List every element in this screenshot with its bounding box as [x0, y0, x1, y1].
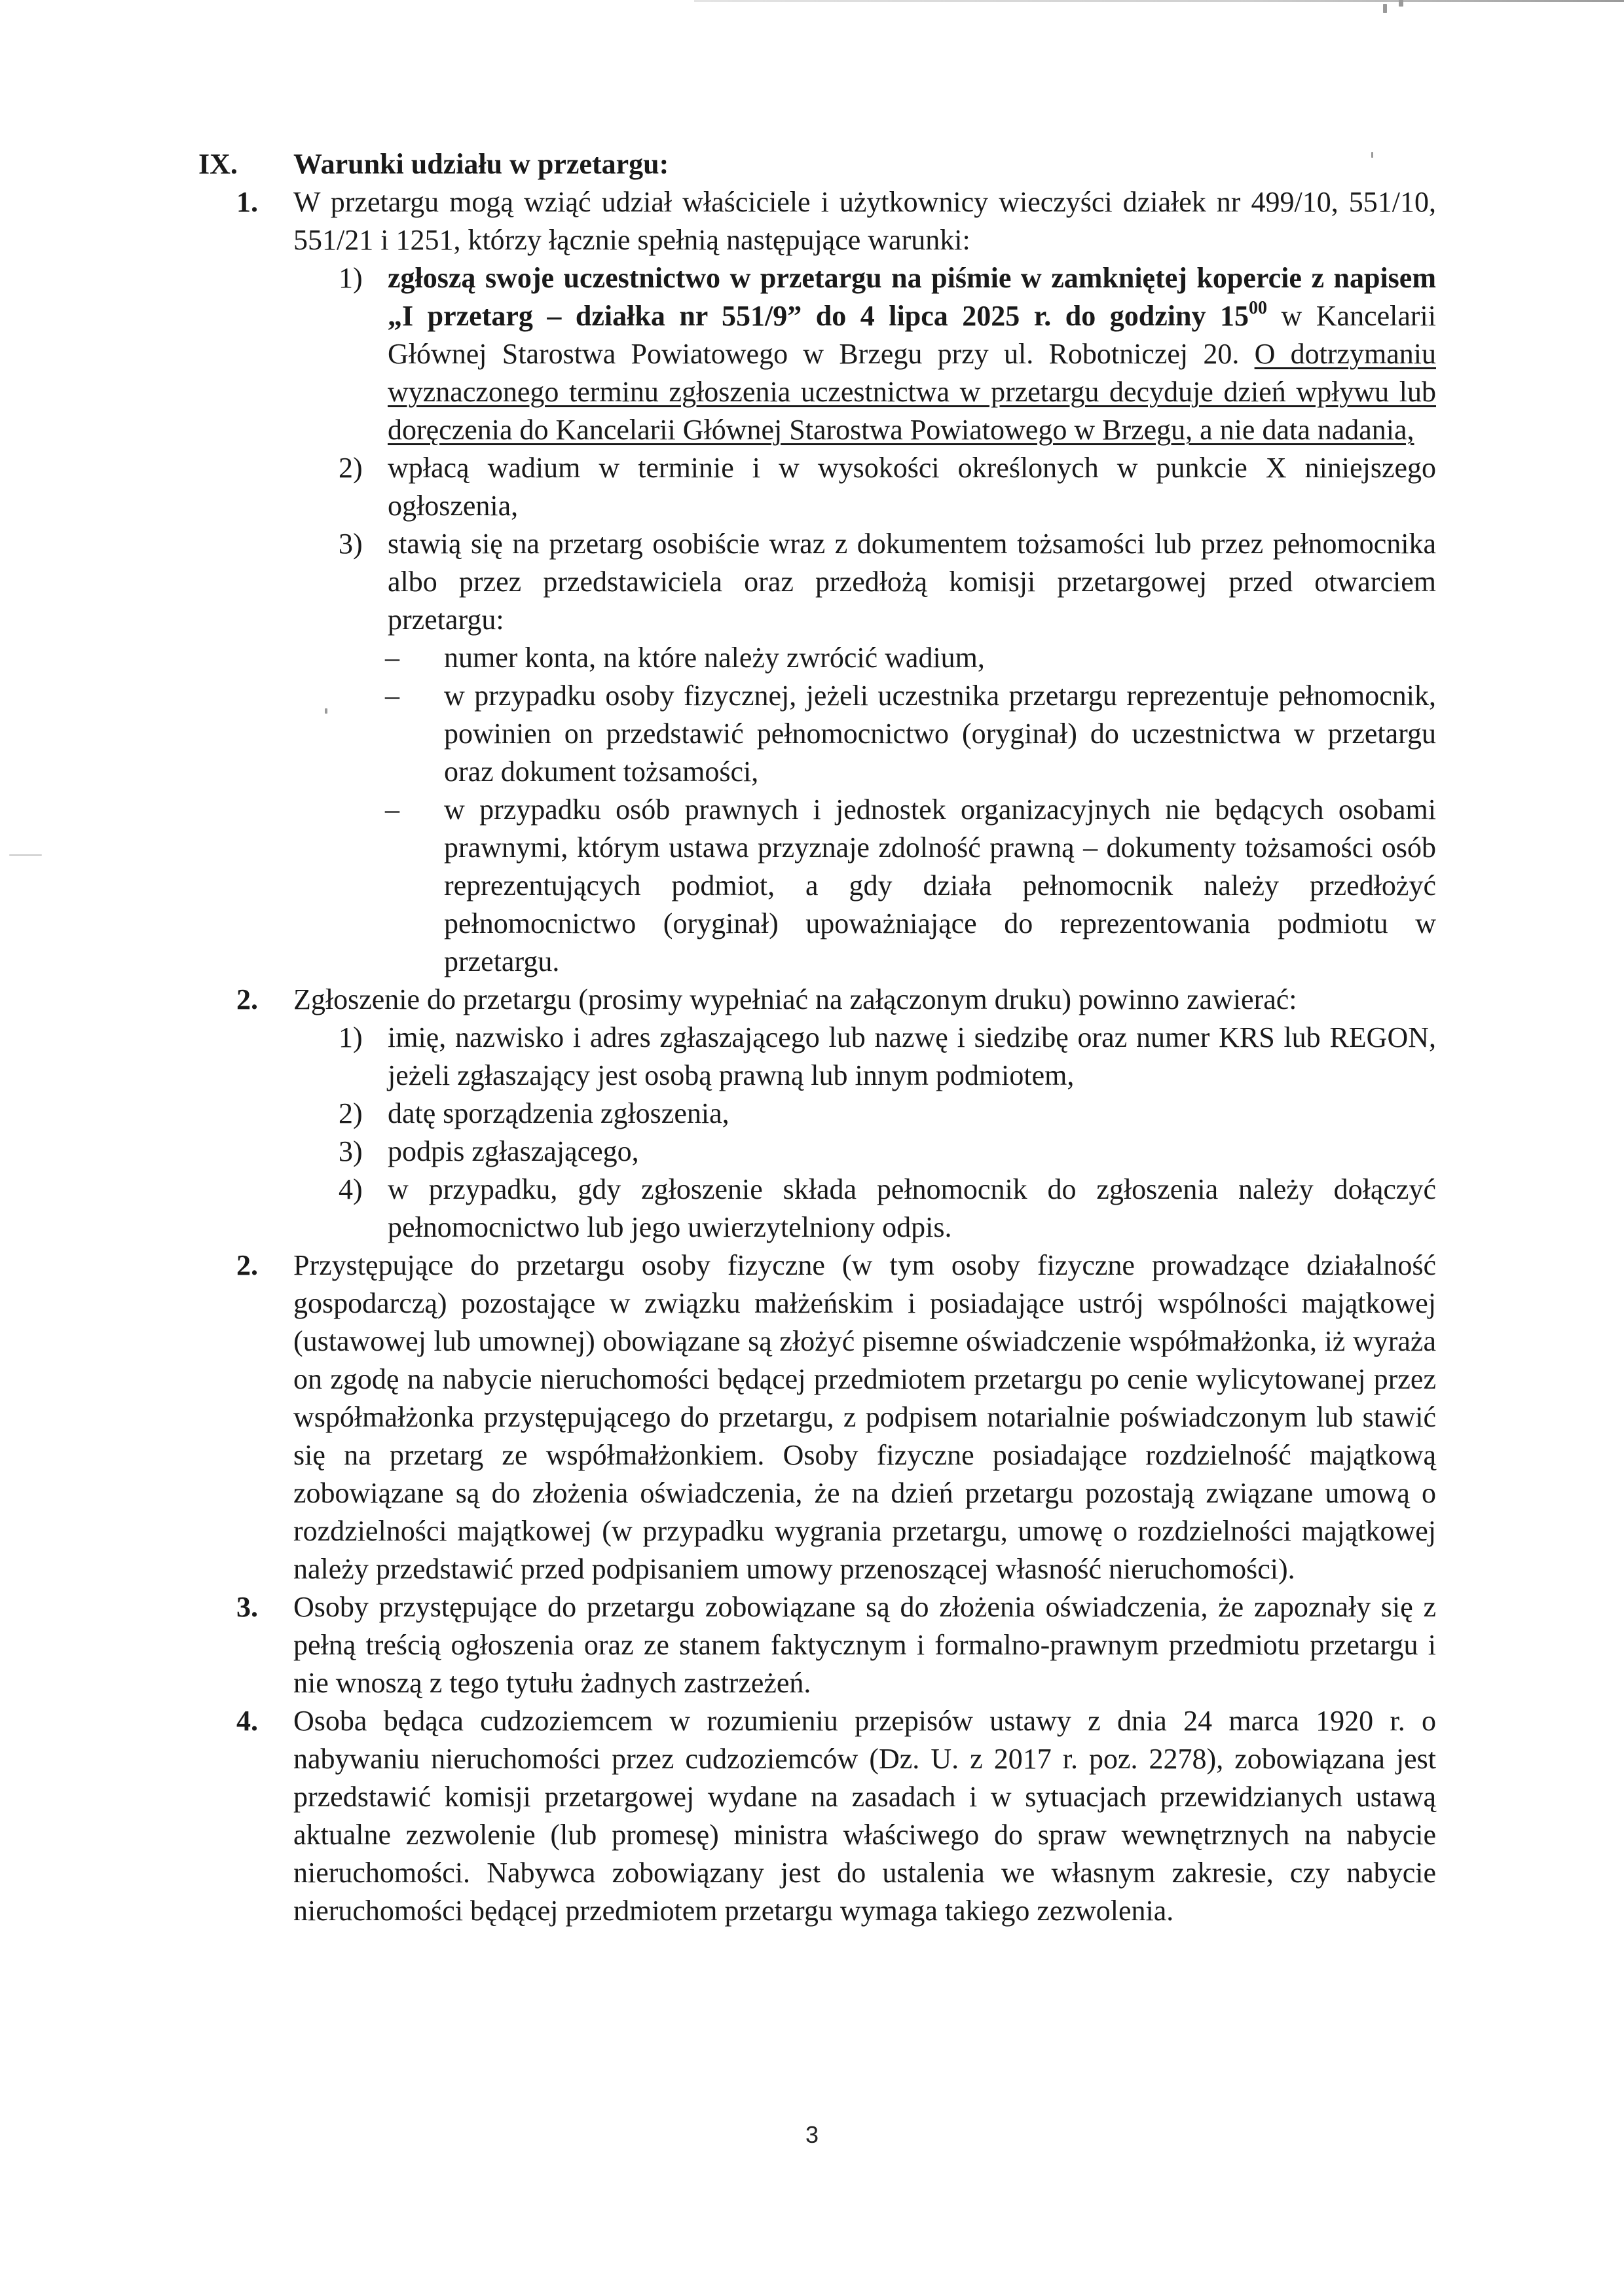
bullet-text: numer konta, na które należy zwrócić wadium,: [444, 642, 985, 674]
sub-item-marker: 2): [339, 1097, 363, 1129]
sub-item-text: wpłacą wadium w terminie i w wysokości określonych w punkcie X niniejszego ogłoszenia,: [388, 452, 1436, 522]
list-item: [198, 183, 1436, 259]
page-number: 3: [805, 2121, 819, 2148]
bullet-item: [198, 791, 1436, 981]
deadline-rule-underlined: O dotrzymaniu wyznaczonego terminu zgłoszenia uczestnictwa w przetargu decyduje dzień wpływu lub doręczenia do Kancelarii Głównej Starostwa Powiatowego w Brzegu, a nie data nadania,: [388, 338, 1436, 446]
sub-item-marker: 4): [339, 1173, 363, 1205]
sub-list-item: [198, 1019, 1436, 1095]
sub-item-text: stawią się na przetarg osobiście wraz z dokumentem tożsamości lub przez pełnomocnika albo przez przedstawiciela oraz przedłożą komisji przetargowej przed otwarciem przetargu:: [388, 528, 1436, 636]
sub-list-item: [198, 449, 1436, 525]
item-text: W przetargu mogą wziąć udział właściciele i użytkownicy wieczyści działek nr 499/10, 551/10, 551/21 i 1251, którzy łącznie spełnią następujące warunki:: [293, 186, 1436, 256]
deadline-time-superscript: 00: [1248, 298, 1267, 318]
deadline-text: zgłoszą swoje uczestnictwo w przetargu na piśmie w zamkniętej kopercie z napisem „I przetarg – działka nr 551/9” do 4 lipca 2025 r. do godziny 15: [388, 262, 1436, 332]
list-item: [198, 1247, 1436, 1588]
sub-item-marker: 1): [339, 1021, 363, 1053]
item-marker: 2.: [236, 983, 258, 1015]
item-text: Osoby przystępujące do przetargu zobowiązane są do złożenia oświadczenia, że zapoznały się z pełną treścią ogłoszenia oraz ze stanem faktycznym i formalno-prawnym przedmiotu przetargu i nie wnoszą z tego tytułu żadnych zastrzeżeń.: [293, 1591, 1436, 1699]
sub-item-text: w przypadku, gdy zgłoszenie składa pełnomocnik do zgłoszenia należy dołączyć pełnomocnictwo lub jego uwierzytelniony odpis.: [388, 1173, 1436, 1243]
item-marker: 2.: [236, 1249, 258, 1281]
item-text: Osoba będąca cudzoziemcem w rozumieniu przepisów ustawy z dnia 24 marca 1920 r. o nabywaniu nieruchomości przez cudzoziemców (Dz. U. z 2017 r. poz. 2278), zobowiązana jest przedstawić komisji przetargowej wydane na zasadach i w sytuacjach przewidzianych ustawą aktualne zezwolenie (lub promesę) ministra właściwego do spraw wewnętrznych na nabycie nieruchomości. Nabywca zobowiązany jest do ustalenia we własnym zakresie, czy nabycie nieruchomości będącej przedmiotem przetargu wymaga takiego zezwolenia.: [293, 1705, 1436, 1927]
sub-item-text: podpis zgłaszającego,: [388, 1135, 639, 1167]
office-address-text: w Kancelarii Głównej Starostwa Powiatowego w Brzegu przy ul. Robotniczej 20.: [388, 300, 1436, 370]
section-heading: [198, 145, 1436, 183]
list-item: [198, 981, 1436, 1019]
sub-item-marker: 2): [339, 452, 363, 484]
bullet-item: [198, 677, 1436, 791]
dash-bullet: –: [385, 642, 399, 674]
item-text: Zgłoszenie do przetargu (prosimy wypełniać na załączonym druku) powinno zawierać:: [293, 983, 1297, 1015]
item-text: Przystępujące do przetargu osoby fizyczne (w tym osoby fizyczne prowadzące działalność gospodarczą) pozostające w związku małżeńskim i posiadające ustrój wspólności majątkowej (ustawowej lub umownej) obowiązane są złożyć pisemne oświadczenie współmałżonka, iż wyraża on zgodę na nabycie nieruchomości będącej przedmiotem przetargu po cenie wylicytowanej przez współmałżonka przystępującego do przetargu, z podpisem notarialnie poświadczonym lub stawić się na przetarg ze współmałżonkiem. Osoby fizyczne posiadające rozdzielność majątkową zobowiązane są do złożenia oświadczenia, że na dzień przetargu pozostają związane umową o rozdzielności majątkowej (w przypadku wygrania przetargu, umowę o rozdzielności majątkowej należy przedstawić przed podpisaniem umowy przenoszącej własność nieruchomości).: [293, 1249, 1436, 1585]
item-marker: 4.: [236, 1705, 258, 1737]
scan-speck: [9, 854, 42, 856]
sub-item-text: imię, nazwisko i adres zgłaszającego lub nazwę i siedzibę oraz numer KRS lub REGON, jeżeli zgłaszający jest osobą prawną lub innym podmiotem,: [388, 1021, 1436, 1091]
sub-item-marker: 1): [339, 262, 363, 294]
dash-bullet: –: [385, 680, 399, 712]
section-number: IX.: [198, 148, 238, 180]
sub-item-text: datę sporządzenia zgłoszenia,: [388, 1097, 729, 1129]
bullet-text: w przypadku osoby fizycznej, jeżeli uczestnika przetargu reprezentuje pełnomocnik, powinien on przedstawić pełnomocnictwo (oryginał) do uczestnictwa w przetargu oraz dokument tożsamości,: [444, 680, 1436, 788]
sub-item-marker: 3): [339, 1135, 363, 1167]
dash-bullet: –: [385, 793, 399, 826]
scan-speck: [1383, 4, 1387, 13]
sub-list-item: [198, 1171, 1436, 1247]
sub-item-marker: 3): [339, 528, 363, 560]
sub-list-item: [198, 259, 1436, 449]
sub-list-item: [198, 1095, 1436, 1133]
scan-edge: [694, 0, 1624, 2]
item-marker: 1.: [236, 186, 258, 218]
sub-list-item: [198, 1133, 1436, 1171]
sub-list-item: [198, 525, 1436, 639]
document-page: [198, 145, 1436, 1930]
bullet-text: w przypadku osób prawnych i jednostek organizacyjnych nie będących osobami prawnymi, którym ustawa przyznaje zdolność prawną – dokumenty tożsamości osób reprezentujących podmiot, a gdy działa pełnomocnik należy przedłożyć pełnomocnictwo (oryginał) upoważniające do reprezentowania podmiotu w przetargu.: [444, 793, 1436, 977]
item-marker: 3.: [236, 1591, 258, 1623]
list-item: [198, 1588, 1436, 1702]
list-item: [198, 1702, 1436, 1930]
scan-speck: [1399, 0, 1403, 7]
section-title: Warunki udziału w przetargu:: [293, 148, 669, 180]
bullet-item: [198, 639, 1436, 677]
